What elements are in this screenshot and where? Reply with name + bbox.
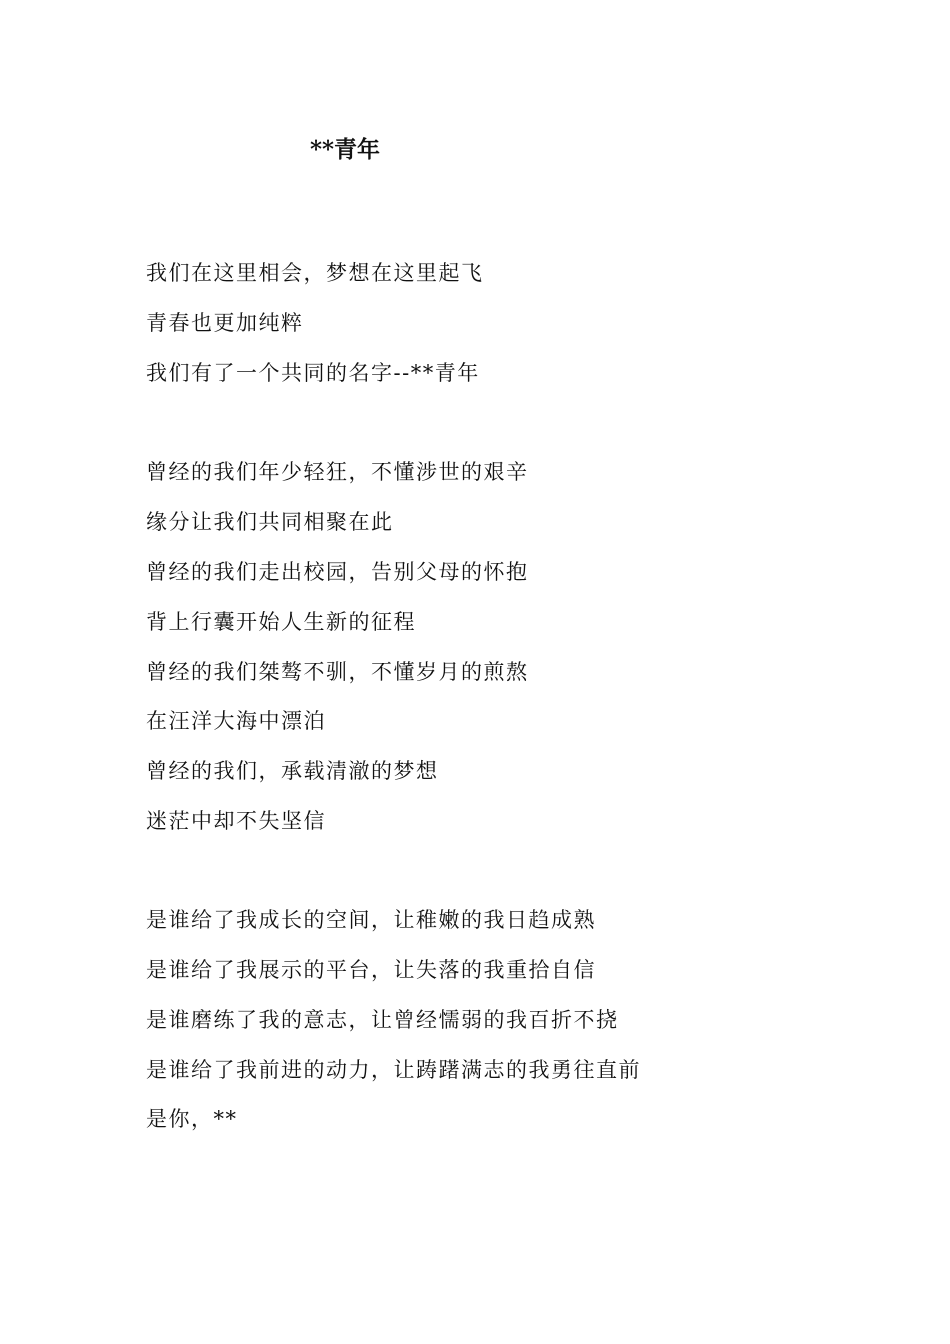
poem-line: 曾经的我们年少轻狂，不懂涉世的艰辛 [146,460,529,484]
poem-line: 是谁给了我成长的空间，让稚嫩的我日趋成熟 [146,908,596,932]
poem-line: 在汪洋大海中漂泊 [146,709,326,733]
poem-line: 背上行囊开始人生新的征程 [146,610,416,634]
poem-line: 迷茫中却不失坚信 [146,809,326,833]
poem-title: **青年 [310,136,381,163]
poem-line: 青春也更加纯粹 [146,311,304,335]
poem-line: 曾经的我们，承载清澈的梦想 [146,759,439,783]
poem-line: 我们在这里相会，梦想在这里起飞 [146,261,484,285]
poem-line: 缘分让我们共同相聚在此 [146,510,394,534]
poem-line: 是你，** [146,1107,238,1131]
poem-line: 曾经的我们走出校园，告别父母的怀抱 [146,560,529,584]
poem-line: 曾经的我们桀骜不驯，不懂岁月的煎熬 [146,660,529,684]
poem-line: 是谁磨练了我的意志，让曾经懦弱的我百折不挠 [146,1008,619,1032]
poem-line: 是谁给了我展示的平台，让失落的我重拾自信 [146,958,596,982]
poem-line: 我们有了一个共同的名字--**青年 [146,361,480,385]
poem-line: 是谁给了我前进的动力，让踌躇满志的我勇往直前 [146,1058,641,1082]
